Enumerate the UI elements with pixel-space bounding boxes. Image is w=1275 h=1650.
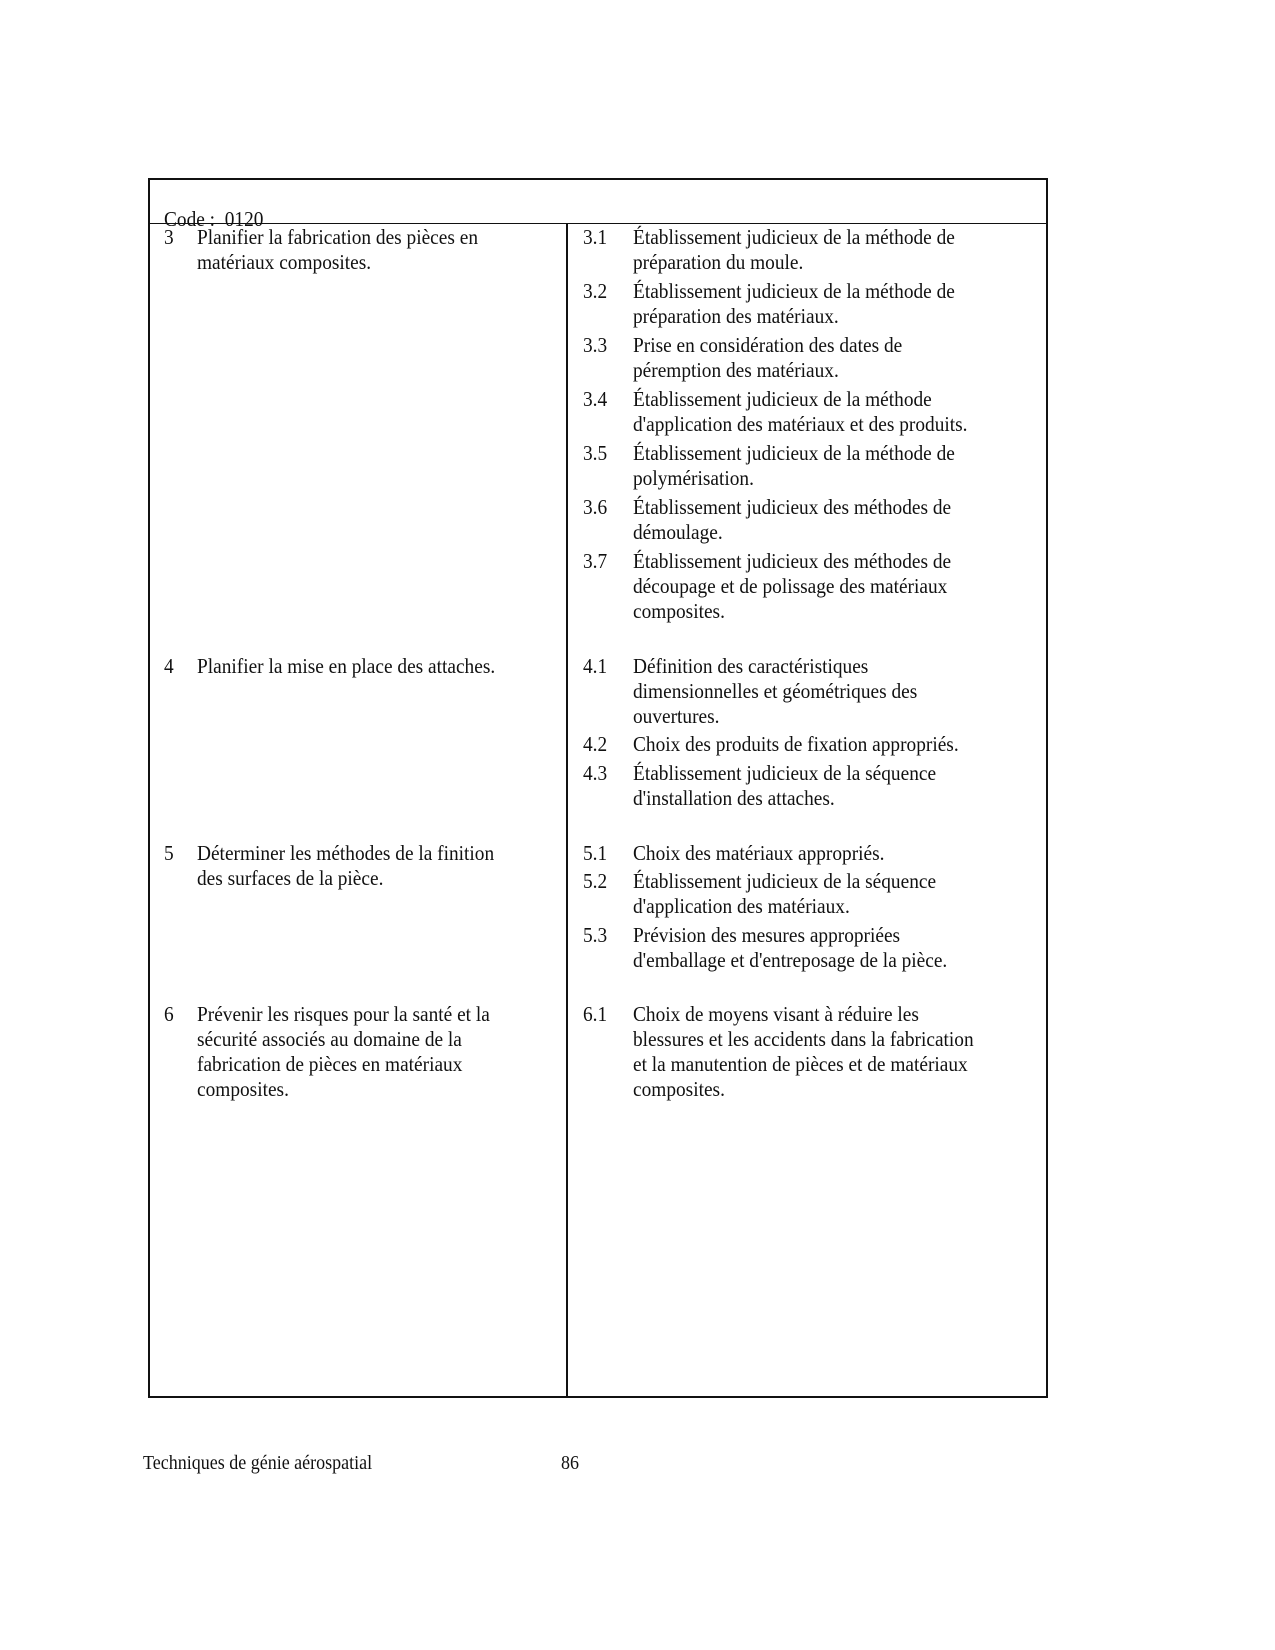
criterion-text: Prise en considération des dates de péremption des matériaux. — [633, 333, 903, 382]
criterion-number: 4.1 — [583, 654, 608, 678]
criterion-text: Choix des matériaux appropriés. — [633, 841, 885, 865]
criterion-text: Établissement judicieux de la méthode de polymérisation. — [633, 441, 955, 490]
criterion-number: 4.2 — [583, 732, 608, 756]
criterion-number: 6.1 — [583, 1002, 608, 1026]
criterion-number: 5.3 — [583, 923, 608, 947]
competency-element: Prévenir les risques pour la santé et la sécurité associés au domaine de la fabrication de pièces en matériaux composites. — [197, 1002, 490, 1101]
criterion-text: Choix de moyens visant à réduire les blessures et les accidents dans la fabrication et la manutention de pièces et de matériaux composites. — [633, 1002, 974, 1101]
criterion-number: 3.7 — [583, 549, 608, 573]
competency-element: Planifier la mise en place des attaches. — [197, 654, 496, 678]
criterion-text: Établissement judicieux de la méthode de préparation des matériaux. — [633, 279, 955, 328]
criterion-number: 3.2 — [583, 279, 608, 303]
criterion-number: 3.4 — [583, 387, 608, 411]
criterion-text: Définition des caractéristiques dimensionnelles et géométriques des ouvertures. — [633, 654, 918, 728]
criterion-text: Établissement judicieux de la méthode de préparation du moule. — [633, 225, 955, 274]
competency-number: 6 — [164, 1002, 174, 1026]
criterion-number: 3.3 — [583, 333, 608, 357]
criterion-number: 3.5 — [583, 441, 608, 465]
criterion-number: 3.1 — [583, 225, 608, 249]
footer-title: Techniques de génie aérospatial — [143, 1452, 373, 1474]
column-divider — [566, 224, 568, 1397]
page-number: 86 — [561, 1452, 579, 1474]
criterion-number: 3.6 — [583, 495, 608, 519]
criterion-text: Prévision des mesures appropriées d'emballage et d'entreposage de la pièce. — [633, 923, 948, 972]
code-value: 0120 — [224, 207, 264, 231]
criterion-text: Établissement judicieux de la méthode d'application des matériaux et des produits. — [633, 387, 968, 436]
header-divider — [148, 223, 1046, 224]
competency-element: Déterminer les méthodes de la finition des surfaces de la pièce. — [197, 841, 495, 890]
code-label: Code : — [164, 207, 216, 231]
criterion-number: 5.2 — [583, 869, 608, 893]
criterion-number: 4.3 — [583, 761, 608, 785]
criterion-text: Établissement judicieux de la séquence d'application des matériaux. — [633, 869, 937, 918]
criterion-text: Choix des produits de fixation appropriés. — [633, 732, 959, 756]
competency-number: 3 — [164, 225, 174, 249]
criterion-number: 5.1 — [583, 841, 608, 865]
competency-element: Planifier la fabrication des pièces en matériaux composites. — [197, 225, 478, 274]
criterion-text: Établissement judicieux de la séquence d'installation des attaches. — [633, 761, 937, 810]
competency-number: 4 — [164, 654, 174, 678]
competency-number: 5 — [164, 841, 174, 865]
criterion-text: Établissement judicieux des méthodes de démoulage. — [633, 495, 952, 544]
criterion-text: Établissement judicieux des méthodes de découpage et de polissage des matériaux composites. — [633, 549, 952, 623]
